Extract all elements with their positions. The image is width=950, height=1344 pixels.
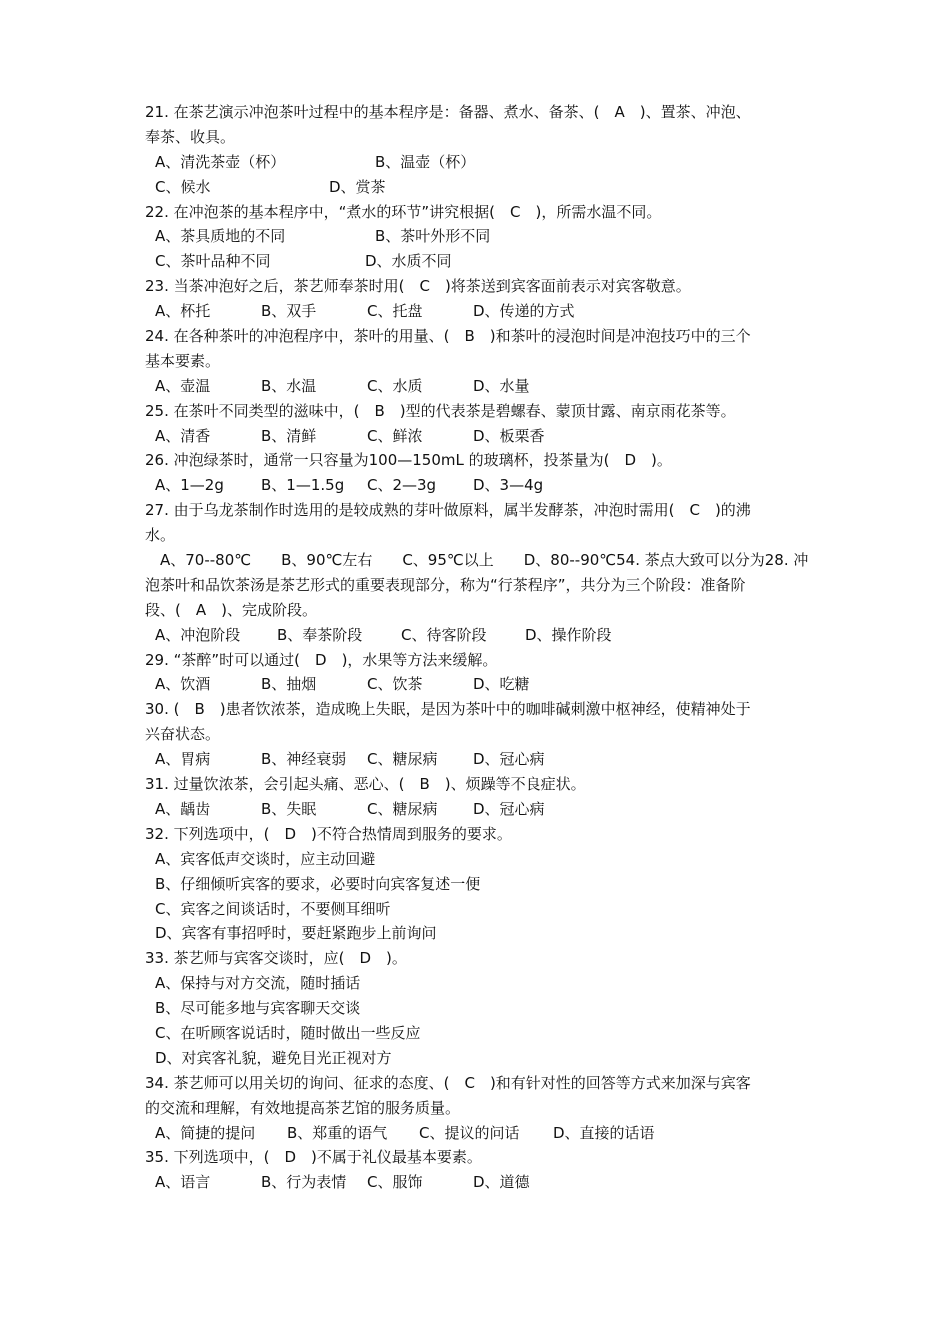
answer-option: C、服饰 (367, 1173, 423, 1192)
answer-option: B、奉茶阶段 (277, 625, 363, 644)
answer-option: C、宾客之间谈话时，不要侧耳细听 (155, 899, 391, 918)
answer-option: C、2—3g (367, 476, 437, 495)
option-row (145, 847, 815, 872)
option-row (145, 249, 815, 274)
question-line: 24. 在各种茶叶的冲泡程序中，茶叶的用量、( B )和茶叶的浸泡时间是冲泡技巧中的三个 (145, 327, 751, 346)
option-row (145, 224, 815, 249)
answer-option: A、杯托 (155, 302, 211, 321)
question-line: 26. 冲泡绿茶时，通常一只容量为100—150mL 的玻璃杯，投茶量为( D )。 (145, 451, 672, 470)
answer-option: C、鲜浓 (367, 426, 423, 445)
answer-option: A、语言 (155, 1173, 211, 1192)
option-row (145, 374, 815, 399)
answer-option: D、宾客有事招呼时，要赶紧跑步上前询问 (155, 924, 437, 943)
option-row (145, 747, 815, 772)
answer-option: D、直接的话语 (553, 1123, 655, 1142)
question-line: 的交流和理解，有效地提高茶艺馆的服务质量。 (145, 1098, 461, 1117)
question-line: 27. 由于乌龙茶制作时选用的是较成熟的芽叶做原料，属半发酵茶，冲泡时需用( C )的沸 (145, 501, 751, 520)
answer-option: B、1—1.5g (261, 476, 345, 495)
answer-option: C、托盘 (367, 302, 423, 321)
answer-option: A、壶温 (155, 376, 211, 395)
option-row (145, 1121, 815, 1146)
answer-option: C、糖尿病 (367, 750, 438, 769)
option-row (145, 872, 815, 897)
question-line: 31. 过量饮浓茶，会引起头痛、恶心、( B )、烦躁等不良症状。 (145, 775, 586, 794)
option-row (145, 175, 815, 200)
answer-option: C、糖尿病 (367, 799, 438, 818)
answer-option: B、行为表情 (261, 1173, 347, 1192)
answer-option: C、饮茶 (367, 675, 423, 694)
question-line: 35. 下列选项中，( D )不属于礼仪最基本要素。 (145, 1148, 482, 1167)
option-row (145, 150, 815, 175)
answer-option: C、水质 (367, 376, 423, 395)
question-line: 23. 当茶冲泡好之后，茶艺师奉茶时用( C )将茶送到宾客面前表示对宾客敬意。 (145, 277, 691, 296)
answer-option: B、仔细倾听宾客的要求，必要时向宾客复述一便 (155, 874, 481, 893)
answer-option: D、传递的方式 (473, 302, 575, 321)
exam-questions (145, 100, 815, 1195)
option-row (145, 299, 815, 324)
answer-option: A、茶具质地的不同 (155, 227, 286, 246)
answer-option: B、茶叶外形不同 (375, 227, 491, 246)
answer-option: D、对宾客礼貌，避免目光正视对方 (155, 1048, 392, 1067)
answer-option: C、待客阶段 (401, 625, 487, 644)
answer-option: A、胃病 (155, 750, 211, 769)
question-line: 32. 下列选项中，( D )不符合热情周到服务的要求。 (145, 824, 512, 843)
option-row (145, 996, 815, 1021)
answer-option: A、宾客低声交谈时，应主动回避 (155, 849, 376, 868)
answer-option: B、神经衰弱 (261, 750, 347, 769)
question-line: 基本要素。 (145, 351, 221, 370)
answer-option: D、板栗香 (473, 426, 545, 445)
answer-option: B、水温 (261, 376, 317, 395)
answer-option: A、龋齿 (155, 799, 211, 818)
question-line: 段、( A )、完成阶段。 (145, 600, 317, 619)
option-row (145, 623, 815, 648)
answer-option: D、冠心病 (473, 750, 545, 769)
question-line: 泡茶叶和品饮茶汤是茶艺形式的重要表现部分，称为“行茶程序”，共分为三个阶段：准备阶 (145, 575, 746, 594)
answer-option: C、候水 (155, 177, 211, 196)
option-row (145, 797, 815, 822)
answer-option: D、道德 (473, 1173, 530, 1192)
option-row (145, 672, 815, 697)
answer-option: A、简捷的提问 (155, 1123, 256, 1142)
answer-option: A、清洗茶壶（杯） (155, 152, 286, 171)
question-line: 奉茶、收具。 (145, 127, 236, 146)
option-row (145, 1046, 815, 1071)
answer-option: B、尽可能多地与宾客聊天交谈 (155, 999, 361, 1018)
option-row (145, 971, 815, 996)
answer-option: C、茶叶品种不同 (155, 252, 271, 271)
question-line: 21. 在茶艺演示冲泡茶叶过程中的基本程序是：备器、煮水、备茶、( A )、置茶、冲泡、 (145, 103, 751, 121)
answer-option: A、饮酒 (155, 675, 211, 694)
answer-option: B、清鲜 (261, 426, 317, 445)
answer-option: D、吃糖 (473, 675, 530, 694)
answer-option: A、清香 (155, 426, 211, 445)
option-row (145, 1021, 815, 1046)
question-line: 25. 在茶叶不同类型的滋味中，( B )型的代表茶是碧螺春、蒙顶甘露、南京雨花茶等。 (145, 401, 736, 420)
answer-option: A、1—2g (155, 476, 224, 495)
option-row (145, 1170, 815, 1195)
answer-option: D、水量 (473, 376, 530, 395)
option-row (145, 473, 815, 498)
answer-option: D、水质不同 (365, 252, 452, 271)
answer-option: B、温壶（杯） (375, 152, 476, 171)
answer-option: A、保持与对方交流，随时插话 (155, 974, 361, 993)
answer-option: C、在听顾客说话时，随时做出一些反应 (155, 1023, 421, 1042)
answer-option: B、双手 (261, 302, 317, 321)
question-line: 29. “茶醉”时可以通过( D )，水果等方法来缓解。 (145, 650, 498, 669)
answer-option: D、冠心病 (473, 799, 545, 818)
question-line: A、70--80℃ B、90℃左右 C、95℃以上 D、80--90℃54. 茶点大致可以分为28. 冲 (145, 551, 809, 570)
question-line: 34. 茶艺师可以用关切的询问、征求的态度、( C )和有针对性的回答等方式来加深与宾客 (145, 1073, 751, 1092)
answer-option: B、郑重的语气 (287, 1123, 388, 1142)
question-line: 33. 茶艺师与宾客交谈时，应( D )。 (145, 949, 407, 968)
answer-option: A、冲泡阶段 (155, 625, 241, 644)
question-line: 水。 (145, 526, 176, 545)
option-row (145, 424, 815, 449)
question-line: 兴奋状态。 (145, 725, 221, 744)
answer-option: D、3—4g (473, 476, 544, 495)
answer-option: D、赏茶 (329, 177, 386, 196)
question-line: 30. ( B )患者饮浓茶，造成晚上失眠，是因为茶叶中的咖啡碱刺激中枢神经，使精神处于 (145, 700, 751, 719)
answer-option: B、抽烟 (261, 675, 317, 694)
question-line: 22. 在冲泡茶的基本程序中，“煮水的环节”讲究根据( C )，所需水温不同。 (145, 202, 662, 221)
answer-option: B、失眠 (261, 799, 317, 818)
option-row (145, 921, 815, 946)
option-row (145, 897, 815, 922)
answer-option: C、提议的问话 (419, 1123, 520, 1142)
answer-option: D、操作阶段 (525, 625, 612, 644)
